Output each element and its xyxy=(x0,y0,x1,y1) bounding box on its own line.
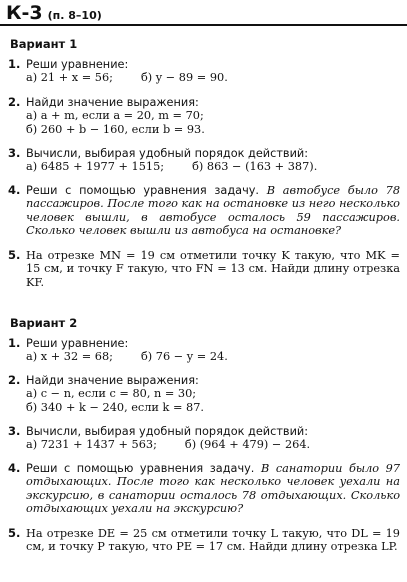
v2-task-4: 4. Реши с помощью уравнения задачу. В санатории было 97 отдыхающих. После того как несколько человек уехали на экскурсию, в санатории осталось 78 отдыхающих. Сколько отдыхающих уехали на экскурсию? xyxy=(8,461,401,516)
v2-task-1: 1. Реши уравнение: а) x + 32 = 68; б) 76 − y = 24. xyxy=(8,336,228,364)
v1-task-1: 1. Реши уравнение: а) 21 + x = 56; б) y − 89 = 90. xyxy=(8,57,228,85)
variant-1-title: Вариант 1 xyxy=(10,37,78,51)
header-rule xyxy=(0,24,407,26)
v1-task-4: 4. Реши с помощью уравнения задачу. В автобусе было 78 пассажиров. После того как на остановке из него несколько человек вышли, в автобусе осталось 59 пассажиров. Сколько человек вышли из автобуса на остановке? xyxy=(8,183,401,238)
v1-task-3: 3. Вычисли, выбирая удобный порядок действий: а) 6485 + 1977 + 1515; б) 863 − (163 + 387). xyxy=(8,146,318,174)
worksheet-header xyxy=(6,2,102,24)
v2-task-2: 2. Найди значение выражения: а) c − n, если c = 80, n = 30; б) 340 + k − 240, если k = 87. xyxy=(8,373,205,414)
v1-task-2: 2. Найди значение выражения: а) a + m, если a = 20, m = 70; б) 260 + b − 160, если b = 93. xyxy=(8,95,205,136)
v2-task-3: 3. Вычисли, выбирая удобный порядок действий: а) 7231 + 1437 + 563; б) (964 + 479) − 264. xyxy=(8,424,311,452)
variant-2-title: Вариант 2 xyxy=(10,316,78,330)
section-range: (п. 8–10) xyxy=(47,9,102,22)
v2-task-5: 5. На отрезке DE = 25 см отметили точку L такую, что DL = 19 см, и точку P такую, что PE = 17 см. Найди длину отрезка LP. xyxy=(8,526,400,554)
v1-task-5: 5. На отрезке MN = 19 см отметили точку K такую, что MK = 15 см, и точку F такую, что FN = 13 см. Найди длину отрезка KF. xyxy=(8,248,400,289)
test-code: К-3 xyxy=(6,2,43,24)
